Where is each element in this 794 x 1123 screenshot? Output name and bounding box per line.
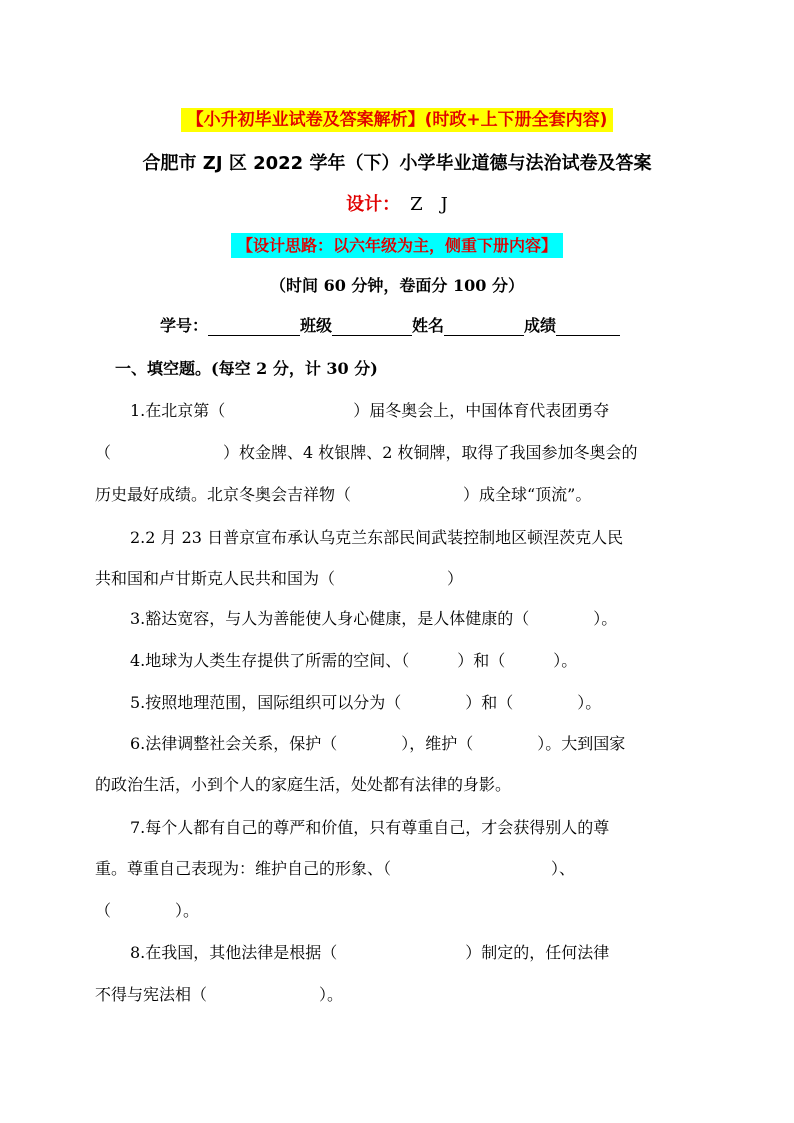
banner-highlight: 【小升初毕业试卷及答案解析】(时政+上下册全套内容) bbox=[181, 108, 614, 132]
student-id-blank[interactable] bbox=[208, 317, 300, 336]
question-6-line-1: 6.法律调整社会关系，保护（ ），维护（ ）。大到国家 bbox=[130, 734, 626, 753]
name-label: 姓名 bbox=[412, 316, 445, 335]
banner-row bbox=[0, 105, 794, 130]
time-info: （时间 60 分钟，卷面分 100 分） bbox=[270, 276, 524, 295]
question-6-line-2: 的政治生活，小到个人的家庭生活，处处都有法律的身影。 bbox=[95, 775, 512, 794]
question-1-line-2: （ ）枚金牌、4 枚银牌、2 枚铜牌，取得了我国参加冬奥会的 bbox=[95, 443, 638, 462]
question-7-line-3: （ ）。 bbox=[95, 901, 200, 920]
score-blank[interactable] bbox=[556, 317, 620, 336]
design-idea-row bbox=[0, 233, 794, 256]
question-7-line-2: 重。尊重自己表现为：维护自己的形象、（ ）、 bbox=[95, 859, 576, 878]
question-8-line-1: 8.在我国，其他法律是根据（ ）制定的，任何法律 bbox=[130, 943, 610, 962]
question-7-line-1: 7.每个人都有自己的尊严和价值，只有尊重自己，才会获得别人的尊 bbox=[130, 818, 610, 837]
question-1-line-3: 历史最好成绩。北京冬奥会吉祥物（ ）成全球“顶流”。 bbox=[95, 485, 592, 504]
designer-row bbox=[0, 190, 794, 216]
design-idea-highlight: 【设计思路：以六年级为主，侧重下册内容】 bbox=[231, 233, 563, 258]
exam-title: 合肥市 ZJ 区 2022 学年（下）小学毕业道德与法治试卷及答案 bbox=[142, 153, 652, 174]
student-info-row bbox=[160, 313, 620, 336]
score-label: 成绩 bbox=[524, 316, 557, 335]
question-2-line-1: 2.2 月 23 日普京宣布承认乌克兰东部民间武装控制地区顿涅茨克人民 bbox=[130, 528, 624, 547]
section-1-title: 一、填空题。(每空 2 分，计 30 分) bbox=[115, 359, 378, 378]
designer-label: 设计： bbox=[346, 194, 401, 215]
question-2-line-2: 共和国和卢甘斯克人民共和国为（ ） bbox=[95, 569, 464, 588]
question-5: 5.按照地理范围，国际组织可以分为（ ）和（ ）。 bbox=[130, 693, 602, 712]
student-id-label: 学号： bbox=[160, 316, 209, 335]
class-blank[interactable] bbox=[332, 317, 412, 336]
question-3: 3.豁达宽容，与人为善能使人身心健康，是人体健康的（ ）。 bbox=[130, 609, 618, 628]
name-blank[interactable] bbox=[444, 317, 524, 336]
question-8-line-2: 不得与宪法相（ ）。 bbox=[95, 985, 344, 1004]
designer-value: Z J bbox=[410, 194, 448, 215]
class-label: 班级 bbox=[300, 316, 333, 335]
question-4: 4.地球为人类生存提供了所需的空间、（ ）和（ ）。 bbox=[130, 651, 578, 670]
question-1-line-1: 1.在北京第（ ）届冬奥会上，中国体育代表团勇夺 bbox=[130, 401, 610, 420]
